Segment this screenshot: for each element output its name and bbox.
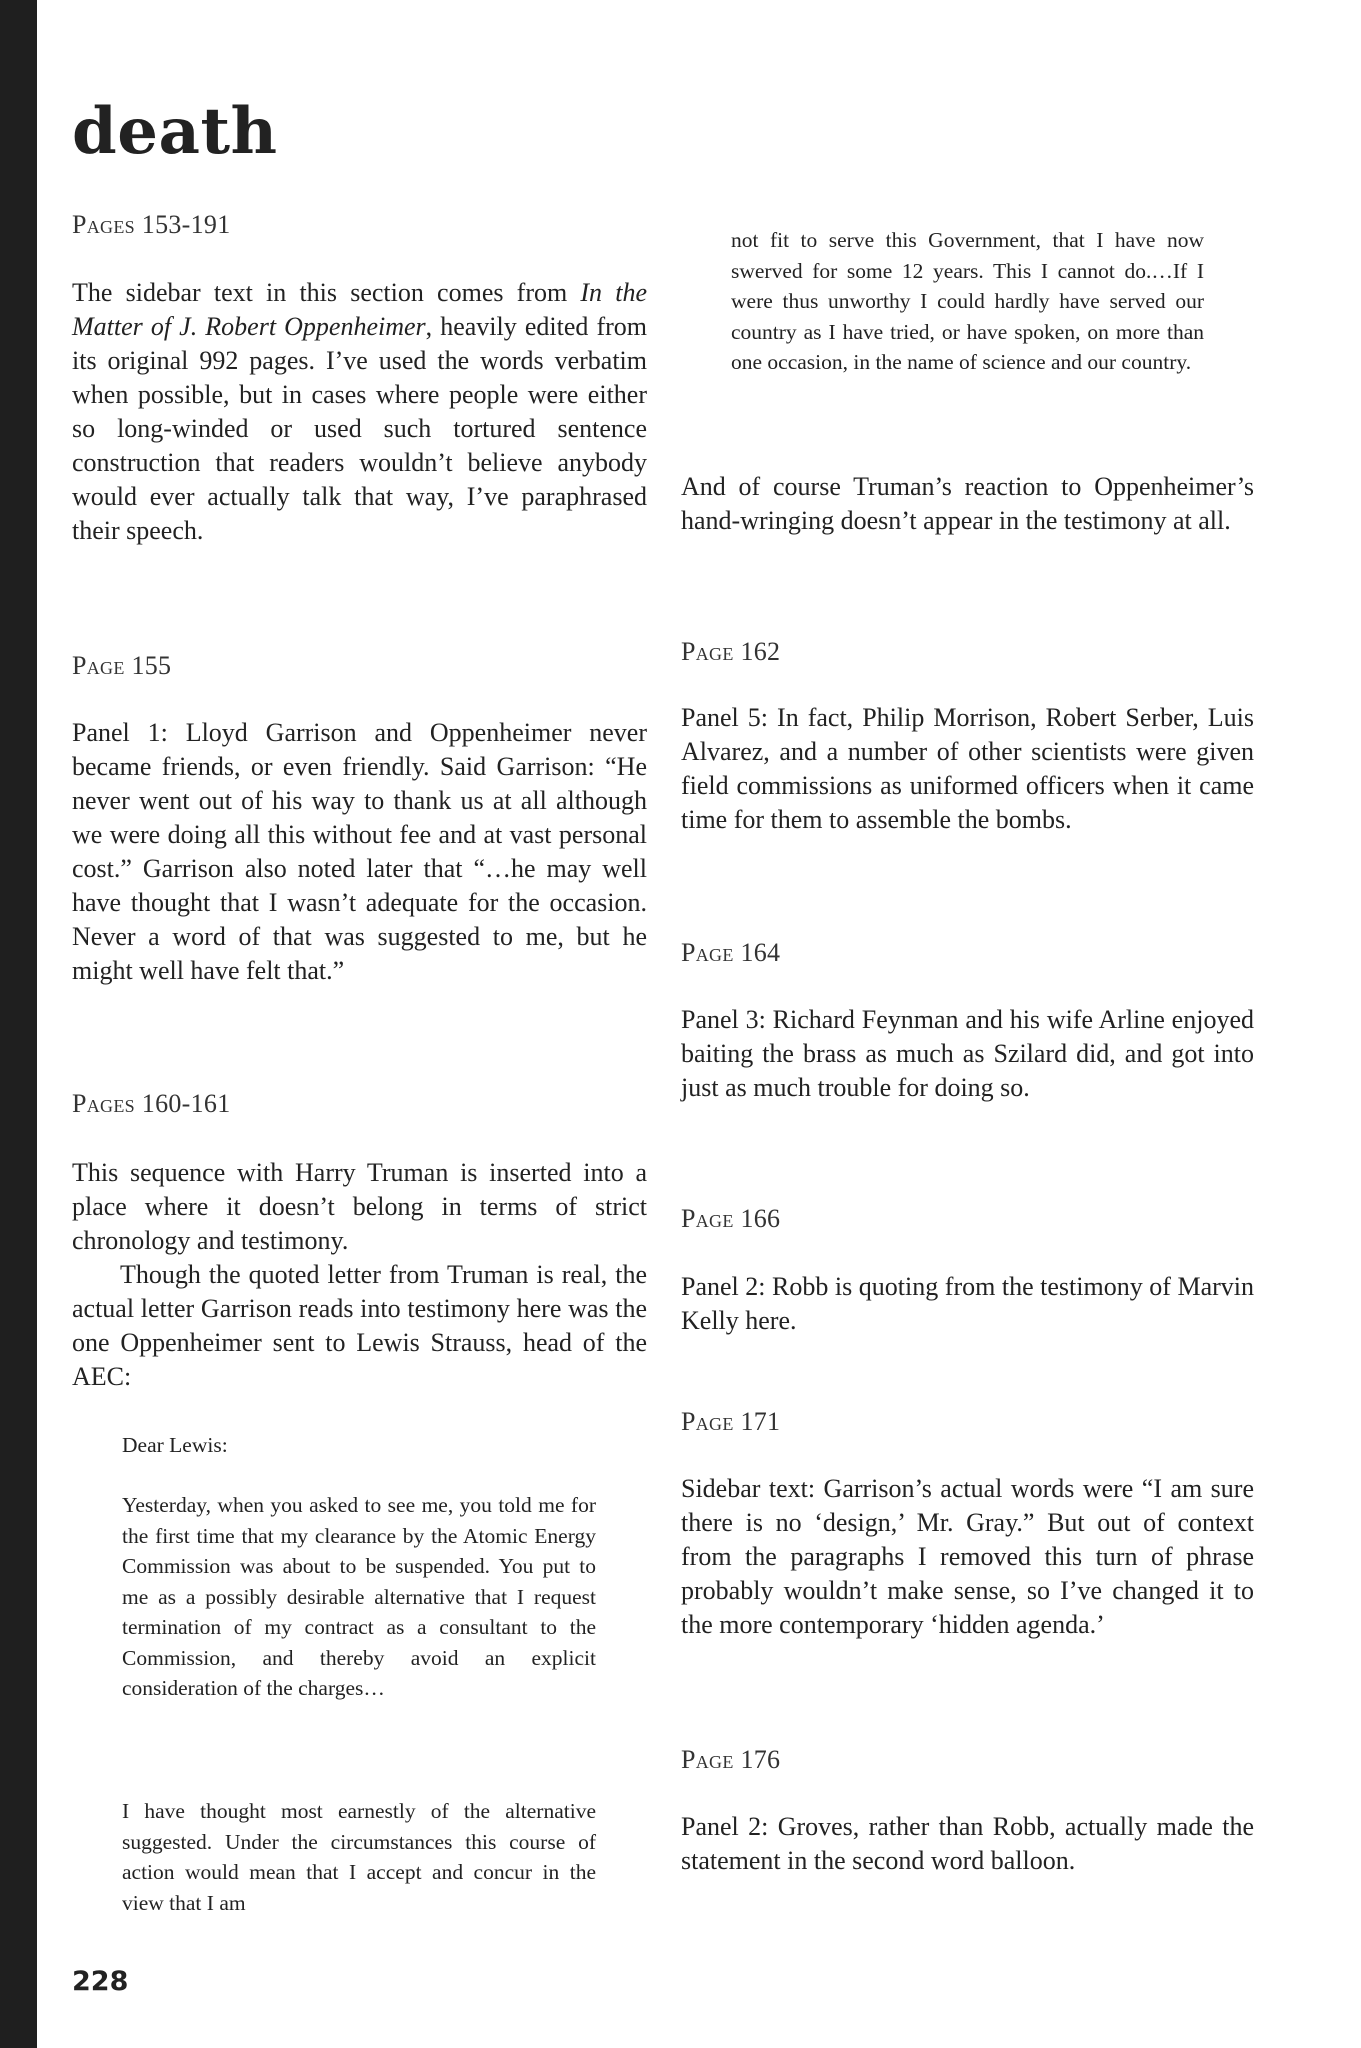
letter-continuation: not fit to serve this Government, that I have now swerved for some 12 years. This I cannot do.…If I were thus unworthy I could hardly have served our country as I have tried, or have spoken, on more than one occasion, in the name of science and our country.	[731, 228, 1204, 374]
section-ref-page-171: Page 171	[681, 1407, 781, 1436]
letter-paragraph-2: I have thought most earnestly of the alternative suggested. Under the circumstances this course of action would mean that I accept and concur in the view that I am	[122, 1799, 596, 1915]
sidebar-source-text-a: The sidebar text in this section comes from	[72, 278, 581, 307]
page-164-note: Panel 3: Richard Feynman and his wife Arline enjoyed baiting the brass as much as Szilard did, and got into just as much trouble for doing so.	[681, 1005, 1254, 1102]
letter-salutation: Dear Lewis:	[122, 1433, 228, 1457]
truman-sequence-note: This sequence with Harry Truman is inserted into a place where it doesn’t belong in terms of strict chronology and testimony.	[72, 1158, 647, 1255]
page-162-note: Panel 5: In fact, Philip Morrison, Robert Serber, Luis Alvarez, and a number of other scientists were given field commissions as uniformed officers when it came time for them to assemble the bombs.	[681, 703, 1254, 834]
letter-paragraph-1: Yesterday, when you asked to see me, you told me for the first time that my clearance by the Atomic Energy Commission was about to be suspended. You put to me as a possibly desirable alternative that I request termination of my contract as a consultant to the Commission, and thereby avoid an explicit consideration of the charges…	[122, 1493, 596, 1700]
garrison-letter-note: Though the quoted letter from Truman is real, the actual letter Garrison reads into testimony here was the one Oppenheimer sent to Lewis Strauss, head of the AEC:	[72, 1260, 647, 1391]
page-176-note: Panel 2: Groves, rather than Robb, actually made the statement in the second word balloon.	[681, 1812, 1254, 1875]
sidebar-source-book-title: In the Matter of J. Robert Oppenheimer	[72, 278, 647, 341]
section-ref-page-176: Page 176	[681, 1745, 781, 1774]
page-171-note: Sidebar text: Garrison’s actual words were “I am sure there is no ‘design,’ Mr. Gray.” But out of context from the paragraphs I removed this turn of phrase probably wouldn’t make sense, so I’ve changed it to the more contemporary ‘hidden agenda.’	[681, 1474, 1254, 1639]
section-ref-page-155: Page 155	[72, 651, 172, 680]
sidebar-source-text-b: , heavily edited from its original 992 pages. I’ve used the words verbatim when possible, but in cases where people were either so long-winded or used such tortured sentence construction that readers wouldn’t believe anybody would ever actually talk that way, I’ve paraphrased their speech.	[72, 312, 647, 545]
section-ref-pages-160-161: Pages 160-161	[72, 1089, 231, 1118]
sidebar-source-paragraph	[72, 276, 647, 548]
section-ref-page-162: Page 162	[681, 637, 781, 666]
section-ref-pages-153-191: Pages 153-191	[72, 210, 231, 239]
chapter-title: death	[72, 94, 278, 169]
page-166-note: Panel 2: Robb is quoting from the testimony of Marvin Kelly here.	[681, 1272, 1254, 1335]
section-ref-page-164: Page 164	[681, 938, 781, 967]
page-number: 228	[72, 1966, 129, 1997]
truman-reaction-note: And of course Truman’s reaction to Oppenheimer’s hand-wringing doesn’t appear in the testimony at all.	[681, 472, 1254, 535]
page-edge-bar	[0, 0, 37, 2048]
page-155-note: Panel 1: Lloyd Garrison and Oppenheimer never became friends, or even friendly. Said Garrison: “He never went out of his way to thank us at all although we were doing all this without fee and at vast personal cost.” Garrison also noted later that “…he may well have thought that I wasn’t adequate for the occasion. Never a word of that was suggested to me, but he might well have felt that.”	[72, 718, 647, 985]
section-ref-page-166: Page 166	[681, 1204, 781, 1233]
